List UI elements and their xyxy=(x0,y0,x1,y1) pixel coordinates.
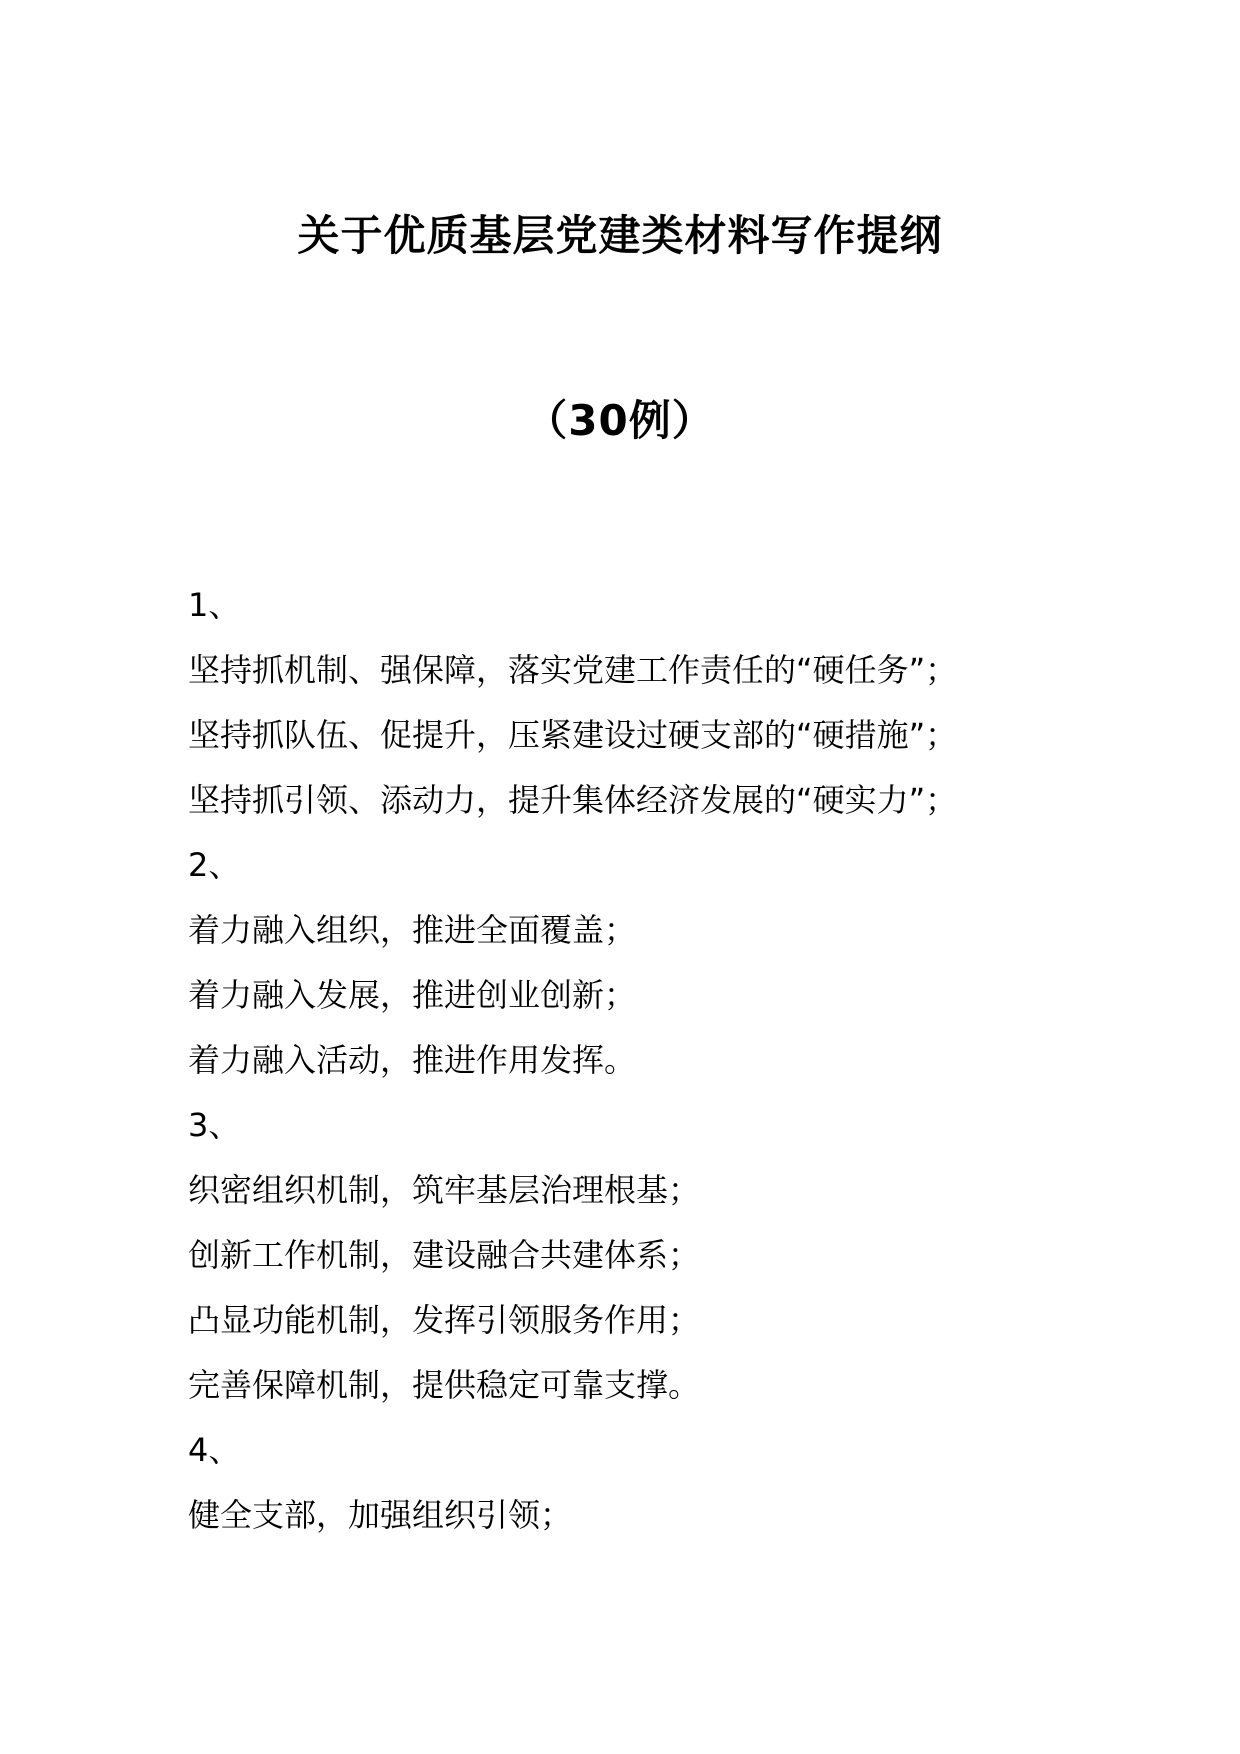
section-number: 2、 xyxy=(188,846,241,884)
outline-item: 健全支部，加强组织引领； xyxy=(188,1496,573,1534)
outline-item: 着力融入组织，推进全面覆盖； xyxy=(188,911,637,949)
document-title: 关于优质基层党建类材料写作提纲 xyxy=(297,211,943,260)
outline-item: 凸显功能机制，发挥引领服务作用； xyxy=(188,1301,701,1339)
outline-item: 着力融入活动，推进作用发挥。 xyxy=(188,1041,637,1079)
document-body xyxy=(188,582,1088,1557)
outline-item: 坚持抓引领、添动力，提升集体经济发展的“硬实力”； xyxy=(188,781,958,819)
section-number: 1、 xyxy=(188,586,241,624)
outline-item: 创新工作机制，建设融合共建体系； xyxy=(188,1236,701,1274)
outline-item: 完善保障机制，提供稳定可靠支撑。 xyxy=(188,1366,701,1404)
outline-item: 织密组织机制，筑牢基层治理根基； xyxy=(188,1171,701,1209)
outline-item: 坚持抓机制、强保障，落实党建工作责任的“硬任务”； xyxy=(188,651,958,689)
outline-item: 着力融入发展，推进创业创新； xyxy=(188,976,637,1014)
section-number: 4、 xyxy=(188,1431,241,1469)
document-subtitle: （30例） xyxy=(525,396,715,445)
section-number: 3、 xyxy=(188,1106,241,1144)
outline-item: 坚持抓队伍、促提升，压紧建设过硬支部的“硬措施”； xyxy=(188,716,958,754)
